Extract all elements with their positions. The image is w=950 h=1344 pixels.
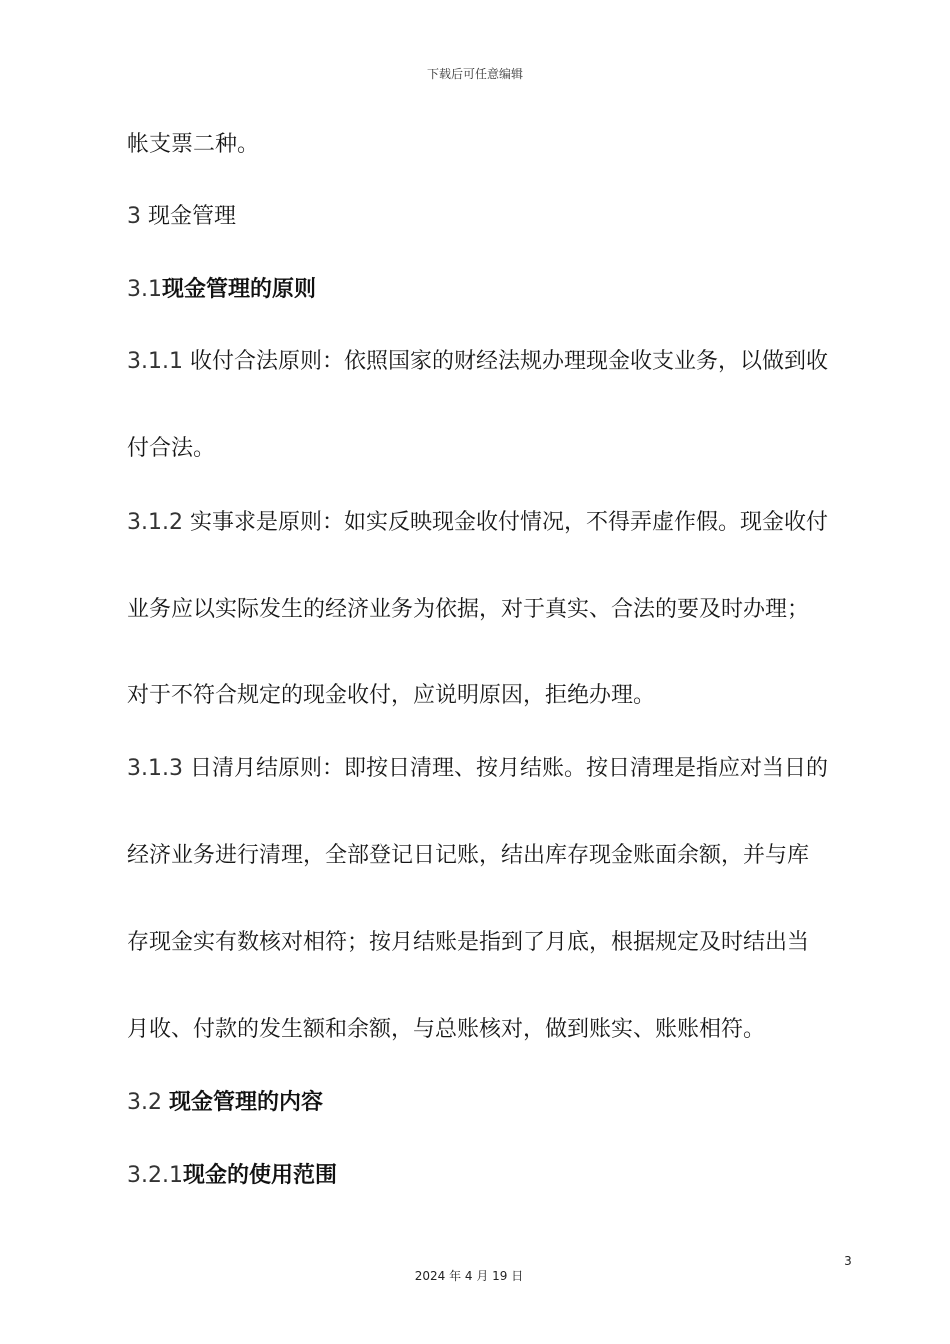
paragraph-line: [127, 928, 857, 958]
line-text: 实事求是原则：如实反映现金收付情况，不得弄虚作假。现金收付: [189, 510, 828, 535]
subsection-title: 现金的使用范围: [182, 1163, 337, 1188]
footer-date: 2024 年 4 月 19 日: [414, 1269, 524, 1283]
paragraph-line: [127, 434, 857, 464]
section-number: 3.1.2: [127, 510, 190, 535]
paragraph-line: [127, 347, 857, 377]
line-text: 存现金实有数核对相符；按月结账是指到了月底，根据规定及时结出当: [127, 930, 810, 955]
paragraph-line: [127, 841, 857, 871]
line-text: 对于不符合规定的现金收付，应说明原因，拒绝办理。: [127, 683, 656, 708]
subsection-heading: [127, 275, 857, 305]
paragraph-line: [127, 595, 857, 625]
paragraph-line: [127, 681, 857, 711]
section-number: 3: [127, 204, 148, 229]
page-header: 下载后可任意编辑: [426, 67, 523, 81]
paragraph-line: [127, 1015, 857, 1045]
subsection-title: 现金管理的内容: [168, 1090, 323, 1115]
line-text: 业务应以实际发生的经济业务为依据，对于真实、合法的要及时办理；: [127, 597, 810, 622]
section-number: 3.2.1: [127, 1163, 183, 1188]
line-text: 付合法。: [127, 436, 216, 461]
page-number: 3: [844, 1254, 852, 1268]
section-number: 3.2: [127, 1090, 169, 1115]
subsection-heading: [127, 1088, 857, 1118]
line-text: 帐支票二种。: [127, 132, 260, 157]
line-text: 经济业务进行清理，全部登记日记账，结出库存现金账面余额，并与库: [127, 843, 810, 868]
section-number: 3.1.1: [127, 349, 190, 374]
section-number: 3.1: [127, 277, 162, 302]
section-title: 现金管理: [148, 204, 237, 229]
section-heading: [127, 202, 857, 232]
line-text: 收付合法原则：依照国家的财经法规办理现金收支业务，以做到收: [189, 349, 828, 374]
section-number: 3.1.3: [127, 756, 190, 781]
paragraph-line: [127, 754, 857, 784]
line-text: 月收、付款的发生额和余额，与总账核对，做到账实、账账相符。: [127, 1017, 766, 1042]
line-text: 日清月结原则：即按日清理、按月结账。按日清理是指应对当日的: [189, 756, 828, 781]
paragraph-line: [127, 508, 857, 538]
paragraph-line: [127, 130, 857, 160]
subsection-heading: [127, 1161, 857, 1191]
subsection-title: 现金管理的原则: [162, 277, 317, 302]
